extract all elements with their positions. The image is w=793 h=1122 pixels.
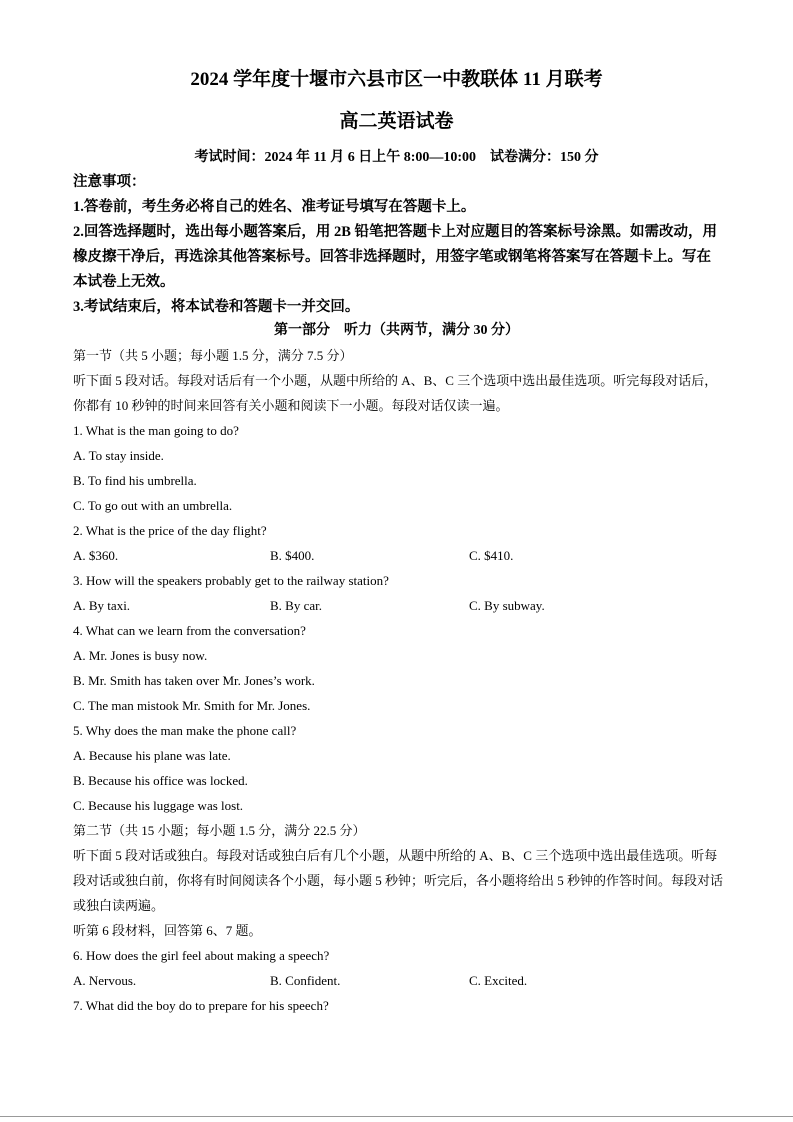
q2-option-c: C. $410.	[469, 548, 514, 563]
q1-question: 1. What is the man going to do?	[73, 423, 239, 438]
section2-instructions: 听下面 5 段对话或独白。每段对话或独白后有几个小题，从题中所给的 A、B、C 三个选项中选出最佳选项。听每段对话或独白前，你将有时间阅读各个小题，每小题 5 秒钟；听完后，各小题将给出 5 秒钟的作答时间。每段对话或独白读两遍。	[73, 848, 724, 913]
section1-instructions: 听下面 5 段对话。每段对话后有一个小题，从题中所给的 A、B、C 三个选项中选出最佳选项。听完每段对话后，你都有 10 秒钟的时间来回答有关小题和阅读下一小题。每段对话仅读一遍。	[73, 373, 718, 413]
q5-question: 5. Why does the man make the phone call?	[73, 723, 297, 738]
page-bottom-border	[0, 1116, 793, 1117]
q2-options	[73, 543, 723, 568]
q4-question: 4. What can we learn from the conversation?	[73, 623, 306, 638]
q1-option-c: C. To go out with an umbrella.	[73, 498, 233, 513]
section1-heading: 第一节（共 5 小题；每小题 1.5 分，满分 7.5 分）	[73, 348, 353, 363]
part1-body	[73, 343, 723, 1018]
q6-options	[73, 968, 723, 993]
q3-options	[73, 593, 723, 618]
section2-heading: 第二节（共 15 小题；每小题 1.5 分，满分 22.5 分）	[73, 823, 366, 838]
q3-question: 3. How will the speakers probably get to the railway station?	[73, 573, 389, 588]
q7-question: 7. What did the boy do to prepare for his speech?	[73, 998, 329, 1013]
q3-option-a: A. By taxi.	[73, 598, 131, 613]
notes-section	[73, 170, 723, 320]
note-item-2: 2.回答选择题时，选出每小题答案后，用 2B 铅笔把答题卡上对应题目的答案标号涂黑。如需改动，用橡皮擦干净后，再选涂其他答案标号。回答非选择题时，用签字笔或钢笔将答案写在答题卡上。写在本试卷上无效。	[73, 224, 718, 290]
q1-option-b: B. To find his umbrella.	[73, 473, 197, 488]
notes-heading: 注意事项：	[73, 174, 146, 190]
q2-option-a: A. $360.	[73, 548, 119, 563]
q4-option-c: C. The man mistook Mr. Smith for Mr. Jones.	[73, 698, 311, 713]
q4-option-b: B. Mr. Smith has taken over Mr. Jones’s work.	[73, 673, 315, 688]
q6-option-c: C. Excited.	[469, 973, 528, 988]
part1-title: 第一部分 听力（共两节，满分 30 分）	[274, 323, 519, 338]
q2-option-b: B. $400.	[270, 548, 315, 563]
q3-option-c: C. By subway.	[469, 598, 545, 613]
exam-subtitle: 高二英语试卷	[339, 111, 454, 132]
note-item-1: 1.答卷前，考生务必将自己的姓名、准考证号填写在答题卡上。	[73, 199, 476, 215]
q5-option-a: A. Because his plane was late.	[73, 748, 231, 763]
q6-option-b: B. Confident.	[270, 973, 341, 988]
q1-option-a: A. To stay inside.	[73, 448, 164, 463]
q4-option-a: A. Mr. Jones is busy now.	[73, 648, 208, 663]
q5-option-c: C. Because his luggage was lost.	[73, 798, 244, 813]
exam-info: 考试时间：2024 年 11 月 6 日上午 8:00—10:00 试卷满分：150 分	[194, 150, 599, 165]
q3-option-b: B. By car.	[270, 598, 322, 613]
note-item-3: 3.考试结束后，将本试卷和答题卡一并交回。	[73, 299, 360, 315]
q5-option-b: B. Because his office was locked.	[73, 773, 248, 788]
q2-question: 2. What is the price of the day flight?	[73, 523, 267, 538]
q6-option-a: A. Nervous.	[73, 973, 137, 988]
material6-intro: 听第 6 段材料，回答第 6、7 题。	[73, 923, 262, 938]
exam-title: 2024 学年度十堰市六县市区一中教联体 11 月联考	[190, 69, 603, 90]
q6-question: 6. How does the girl feel about making a speech?	[73, 948, 330, 963]
